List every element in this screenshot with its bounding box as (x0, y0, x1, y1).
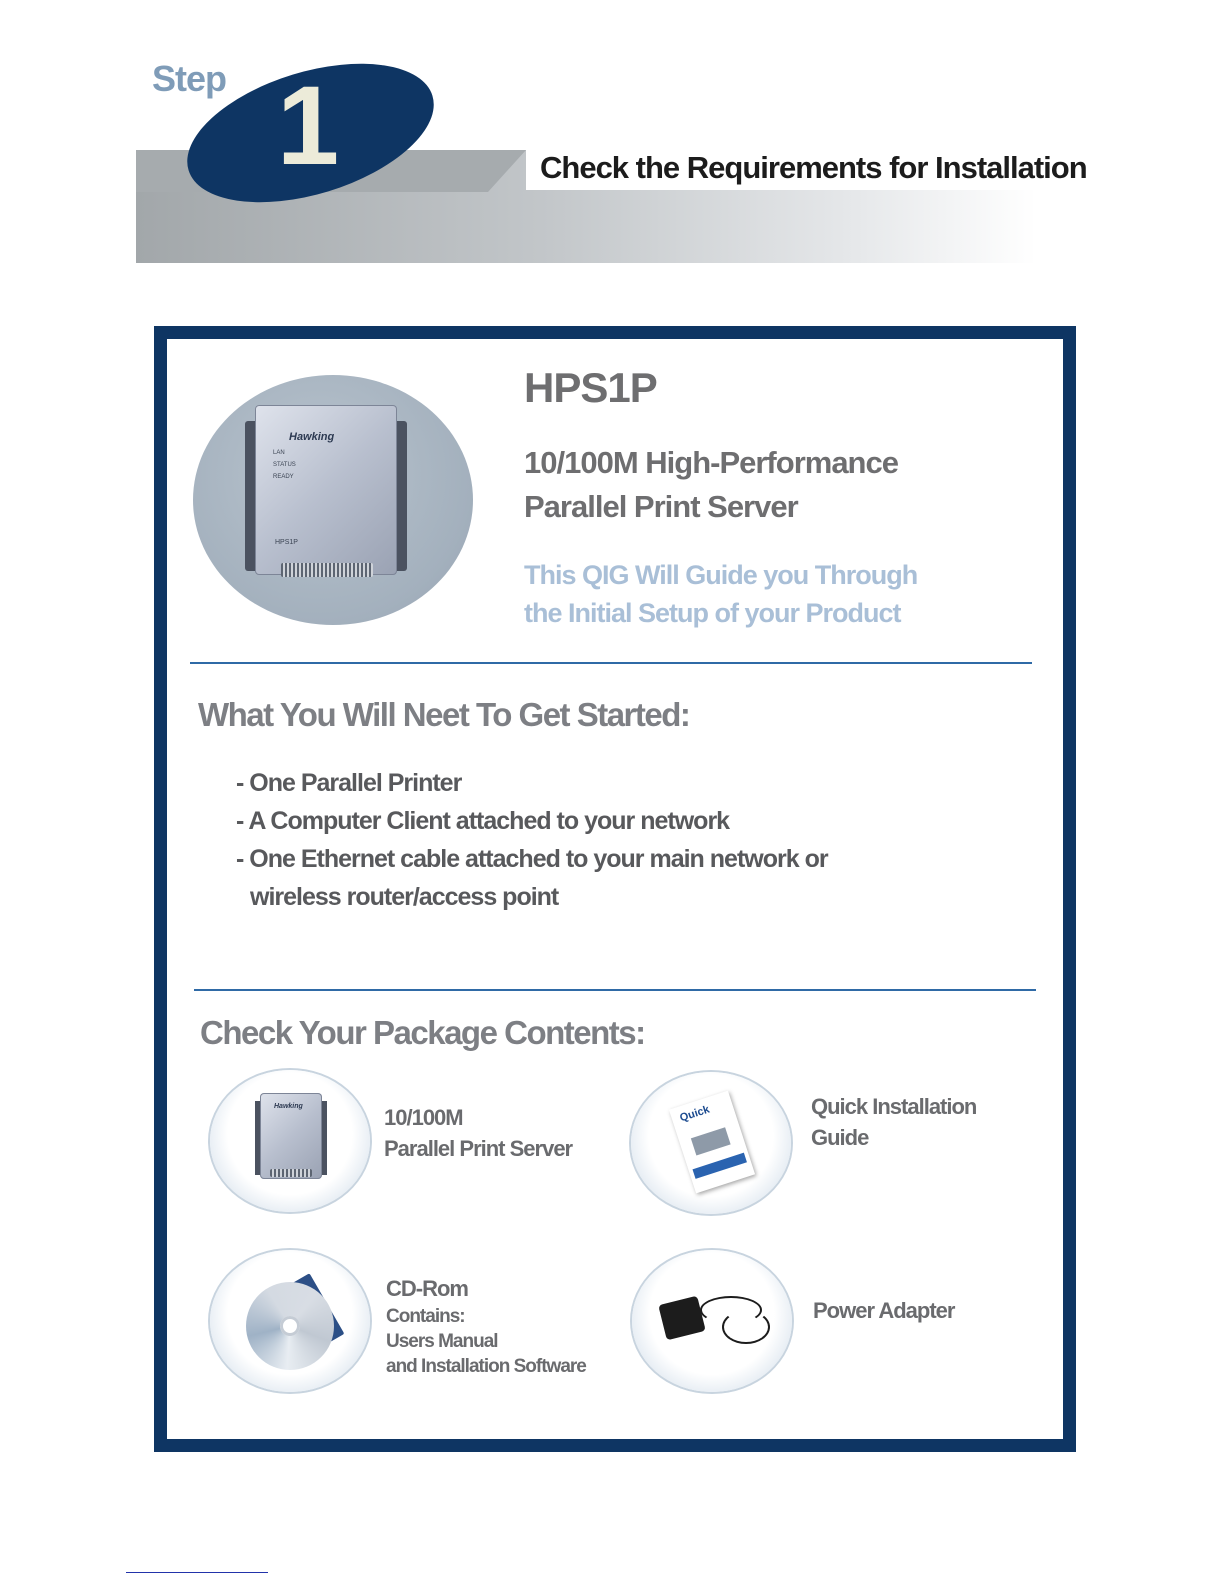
guide-intro-line: the Initial Setup of your Product (524, 598, 901, 628)
guide-intro-line: This QIG Will Guide you Through (524, 560, 918, 590)
header-tab-slope (488, 150, 526, 192)
bottom-rule (126, 1572, 268, 1573)
package-item-power-adapter (813, 1295, 954, 1326)
product-description-line: Parallel Print Server (524, 489, 798, 524)
device-brand-logo: Hawking (274, 1103, 303, 1110)
package-item-sublabel: Contains: (386, 1306, 465, 1327)
package-item-sublabel: Users Manual (386, 1331, 498, 1352)
package-item-label: Quick Installation (811, 1094, 977, 1119)
guide-intro (524, 556, 917, 632)
power-cable-image (722, 1310, 770, 1344)
requirements-heading: What You Will Neet To Get Started: (198, 696, 690, 733)
package-heading: Check Your Package Contents: (200, 1014, 645, 1051)
requirement-item: - One Ethernet cable attached to your main network or (236, 845, 828, 873)
device-led-label: READY (273, 474, 294, 480)
product-description (524, 441, 898, 529)
device-model-tag: HPS1P (275, 539, 298, 546)
requirement-item: - One Parallel Printer (236, 769, 462, 797)
device-parallel-port (270, 1169, 312, 1177)
package-item-sublabel: and Installation Software (386, 1356, 586, 1377)
cd-rom-image (246, 1282, 334, 1370)
package-item-label: Guide (811, 1125, 869, 1150)
package-item-label: CD-Rom (386, 1276, 468, 1301)
device-led-label: STATUS (273, 462, 296, 468)
print-server-thumbnail (260, 1093, 322, 1179)
print-server-image (255, 405, 397, 575)
requirement-item: - A Computer Client attached to your network (236, 807, 730, 835)
device-led-label: LAN (273, 450, 285, 456)
page-title: Check the Requirements for Installation (540, 150, 1087, 185)
section-divider (194, 989, 1036, 991)
product-description-line: 10/100M High-Performance (524, 445, 898, 480)
step-number: 1 (276, 63, 340, 188)
device-brand-logo: Hawking (289, 431, 335, 443)
package-item-quick-guide (811, 1091, 976, 1153)
requirements-list (236, 764, 828, 916)
package-item-label: 10/100M (384, 1105, 463, 1130)
package-item-cdrom (386, 1273, 586, 1379)
step-label: Step (152, 58, 227, 99)
quick-guide-cover-title: Quick (678, 1103, 712, 1125)
package-item-label: Power Adapter (813, 1298, 955, 1323)
package-item-print-server (384, 1102, 572, 1164)
product-name: HPS1P (524, 364, 657, 411)
device-parallel-port (281, 563, 373, 577)
requirement-item: wireless router/access point (250, 883, 559, 911)
package-item-label: Parallel Print Server (384, 1136, 573, 1161)
section-divider (190, 662, 1032, 664)
